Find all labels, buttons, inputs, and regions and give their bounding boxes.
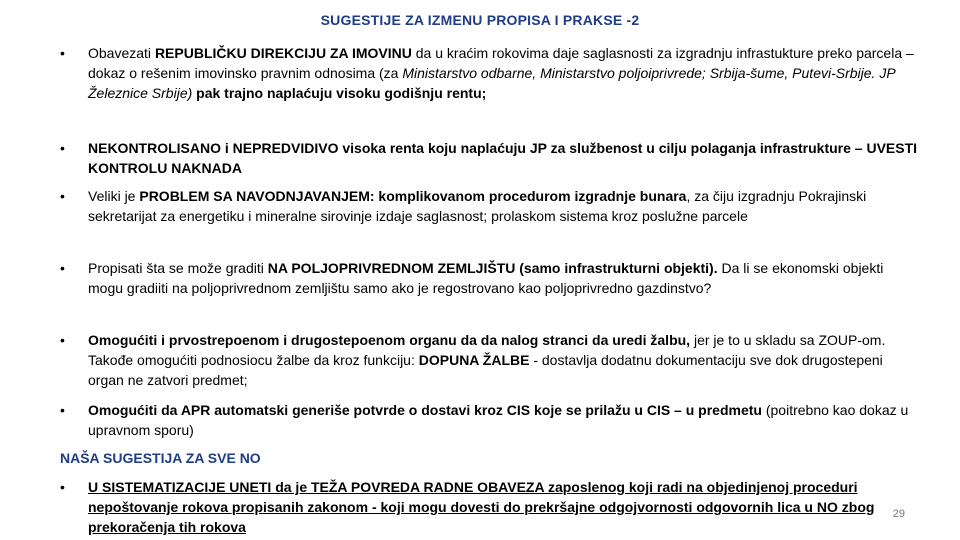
bullet-item-final: U SISTEMATIZACIJE UNETI da je TEŽA POVREDA RADNE OBAVEZA zaposlenog koji radi na objedinjenoj proceduri nepoštovanje rokova propisanih zakonom - koji mogu dovesti do prekršajne odgojvornosti odgovornih lica u NO zbog prekoračenja tih rokova <box>88 479 875 535</box>
bullet-marker: • <box>60 479 65 495</box>
bullet-marker: • <box>60 260 65 276</box>
section-heading: NAŠA SUGESTIJA ZA SVE NO <box>60 450 261 466</box>
page-number: 29 <box>892 508 905 520</box>
bullet-item-1: Obavezati REPUBLIČKU DIREKCIJU ZA IMOVINU da u kraćim rokovima daje saglasnosti za izgradnju infrastukture preko parcela – dokaz o rešenim imovinsko pravnim odnosima (za Ministarstvo odbarne, Ministarstvo poljoiprivrede; Srbija-šume, Putevi-Srbije. JP Železnice Srbije) pak trajno naplaćuju visoku godišnju rentu; <box>88 45 914 101</box>
bullet-item-5: Omogućiti i prvostrepoenom i drugostepoenom organu da da nalog stranci da uredi žalbu, jer je to u skladu sa ZOUP-om. Takođe omogućiti podnosiocu žalbe da kroz funkciju: DOPUNA ŽALBE - dostavlja dodatnu dokumentaciju sve dok drugostepeni organ ne zatvori predmet; <box>88 332 886 388</box>
bullet-marker: • <box>60 188 65 204</box>
bullet-item-6: Omogućiti da APR automatski generiše potvrde o dostavi kroz CIS koje se prilažu u CIS – u predmetu (poitrebno kao dokaz u upravnom sporu) <box>88 402 909 438</box>
bullet-item-3: Veliki je PROBLEM SA NAVODNJAVANJEM: komplikovanom procedurom izgradnje bunara, za čiju izgradnju Pokrajinski sekretarijat za energetiku i mineralne sirovinje izdaje saglasnost; prolaskom sistema kroz poslužne parcele <box>88 188 867 224</box>
slide-title: SUGESTIJE ZA IZMENU PROPISA I PRAKSE -2 <box>320 12 640 28</box>
bullet-marker: • <box>60 140 65 156</box>
bullet-item-2: NEKONTROLISANO i NEPREDVIDIVO visoka renta koju naplaćuju JP za službenost u cilju polaganja infrastrukture – UVESTI KONTROLU NAKNADA <box>88 140 918 176</box>
bullet-marker: • <box>60 402 65 418</box>
bullet-item-4: Propisati šta se može graditi NA POLJOPRIVREDNOM ZEMLJIŠTU (samo infrastrukturni objekti). Da li se ekonomski objekti mogu gradiiti na poljoprivrednom zemljištu samo ako je regostrovano kao poljoprivredno gazdinstvo? <box>88 260 884 296</box>
bullet-marker: • <box>60 332 65 348</box>
bullet-marker: • <box>60 45 65 61</box>
